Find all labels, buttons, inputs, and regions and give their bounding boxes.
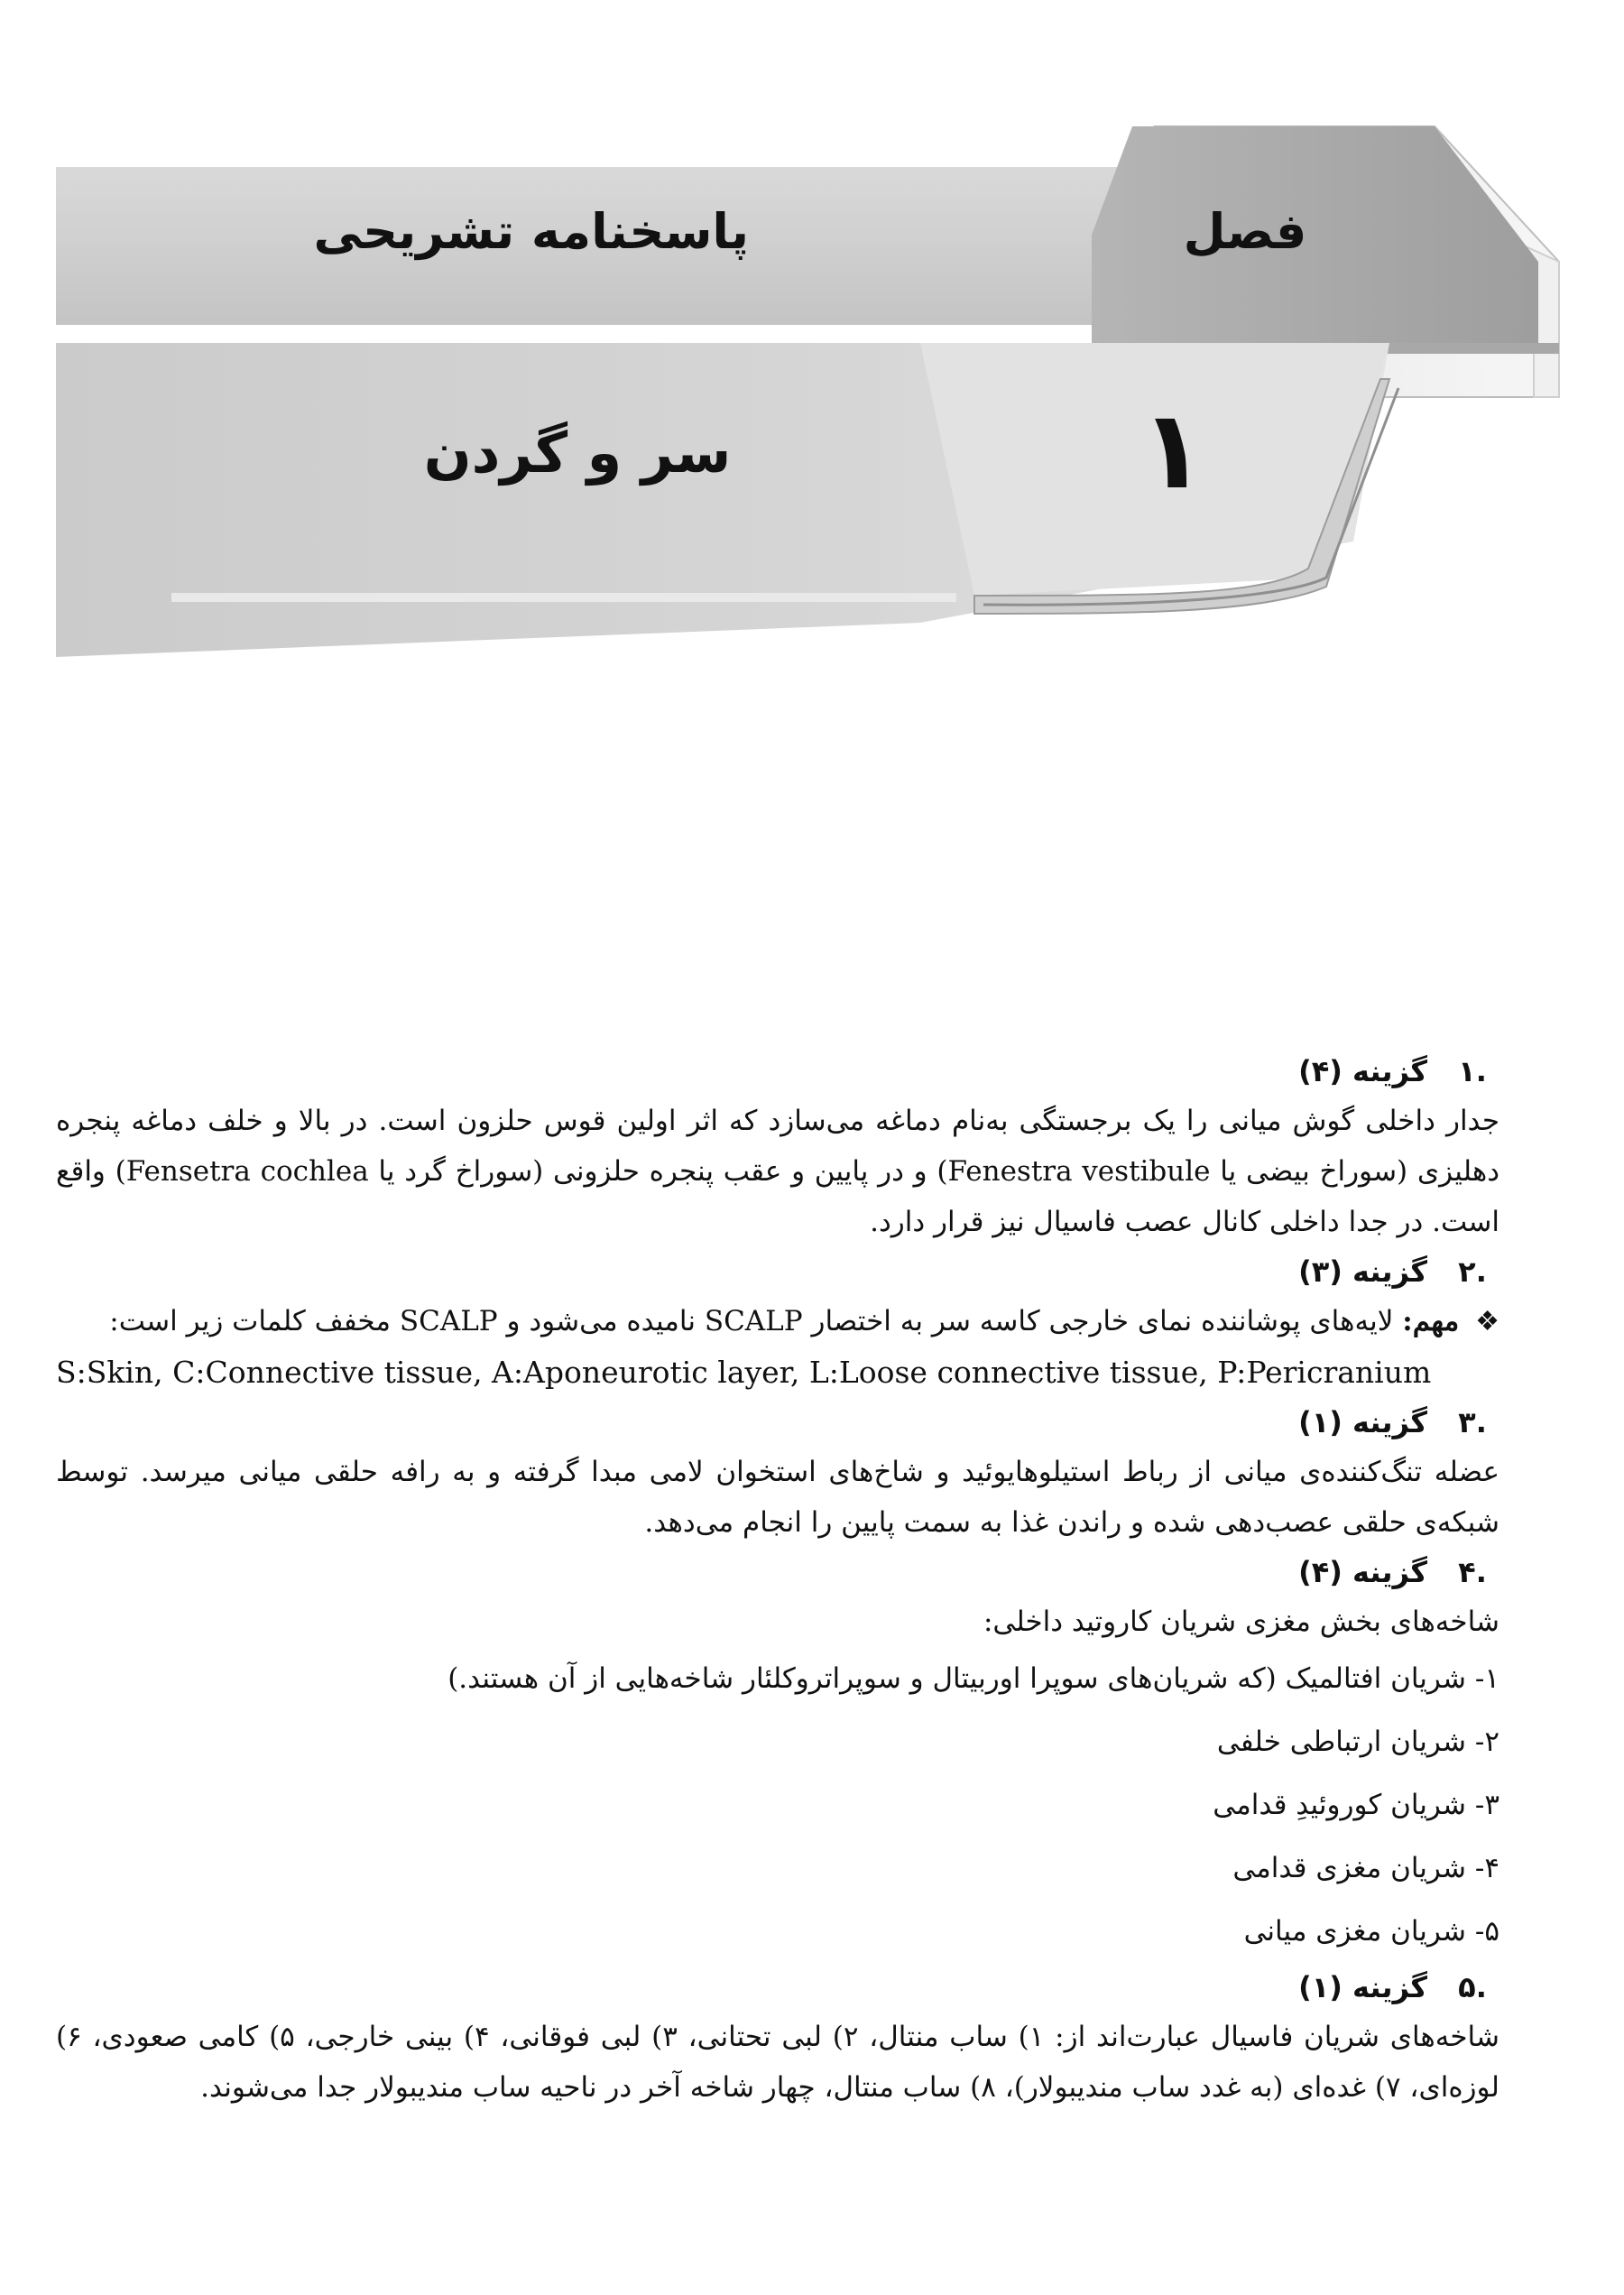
- question-2: [56, 1247, 1499, 1398]
- question-number: .۵: [1458, 1970, 1487, 2004]
- answer-label: گزینه (۴): [1298, 1054, 1427, 1088]
- list-intro: شاخه‌های بخش مغزی شریان کاروتید داخلی:: [983, 1606, 1499, 1638]
- chapter-subject: سر و گردن: [423, 420, 732, 486]
- explanation-paragraph: عضله تنگ‌کننده‌ی میانی از رباط استیلوهایوئید و شاخ‌های استخوان لامی مبدا گرفته و به رافه حلقی میانی میرسد. توسط شبکه‌ی حلقی عصب‌دهی شده و راندن غذا به سمت پایین را انجام می‌دهد.: [56, 1456, 1499, 1539]
- chapter-label: فصل: [1183, 203, 1307, 260]
- question-number: .۱: [1458, 1054, 1487, 1088]
- chapter-number: ۱: [1140, 388, 1206, 514]
- question-5: [56, 1963, 1499, 2113]
- list-item: ۱- شریان افتالمیک (که شریان‌های سوپرا اوربیتال و سوپراتروکلئار شاخه‌هایی از آن هستند.): [448, 1662, 1499, 1695]
- note-text: لایه‌های پوشاننده نمای خارجی کاسه سر به اختصار SCALP نامیده می‌شود و SCALP مخفف کلمات زیر است:: [109, 1305, 1394, 1337]
- question-number: .۳: [1458, 1405, 1487, 1439]
- important-note: [56, 1296, 1499, 1347]
- scalp-definition: S:Skin, C:Connective tissue, A:Aponeurotic layer, L:Loose connective tissue, P:Pericranium: [56, 1355, 1432, 1390]
- question-number: .۴: [1458, 1555, 1487, 1589]
- explanation-paragraph: شاخه‌های شریان فاسیال عبارت‌اند از: ۱) ساب منتال، ۲) لبی تحتانی، ۳) لبی فوقانی، ۴) بینی خارجی، ۵) کامی صعودی، ۶) لوزه‌ای، ۷) غده‌ای (به غدد ساب مندیبولار)، ۸) ساب منتال، چهار شاخه آخر در ناحیه ساب مندیبولار جدا می‌شوند.: [56, 2021, 1499, 2104]
- note-label: مهم:: [1402, 1305, 1460, 1337]
- question-number: .۲: [1458, 1254, 1487, 1289]
- answer-label: گزینه (۱): [1298, 1970, 1427, 2004]
- list-item: ۴- شریان مغزی قدامی: [1232, 1852, 1499, 1884]
- question-3: [56, 1398, 1499, 1548]
- answer-label: گزینه (۱): [1298, 1405, 1427, 1439]
- answer-label: گزینه (۳): [1298, 1254, 1427, 1289]
- answer-content: [56, 1047, 1499, 2113]
- answer-key-title: پاسخنامه تشریحی: [313, 203, 749, 260]
- list-item: ۲- شریان ارتباطی خلفی: [1216, 1726, 1499, 1758]
- question-4: [56, 1548, 1499, 1963]
- diamond-bullet-icon: ❖: [1475, 1306, 1499, 1337]
- list-item: ۵- شریان مغزی میانی: [1243, 1915, 1499, 1948]
- chapter-banner: [0, 0, 1624, 686]
- list-item: ۳- شریان کوروئیدِ قدامی: [1213, 1789, 1499, 1821]
- explanation-paragraph: جدار داخلی گوش میانی را یک برجستگی به‌نام دماغه می‌سازد که اثر اولین قوس حلزون است. در بالا و خلف دماغه پنجره دهلیزی (سوراخ بیضی یا Fenestra vestibule) و در پایین و عقب پنجره حلزونی (سوراخ گرد یا Fensetra cochlea) واقع است. در جدا داخلی کانال عصب فاسیال نیز قرار دارد.: [56, 1105, 1499, 1238]
- answer-label: گزینه (۴): [1298, 1555, 1427, 1589]
- question-1: [56, 1047, 1499, 1247]
